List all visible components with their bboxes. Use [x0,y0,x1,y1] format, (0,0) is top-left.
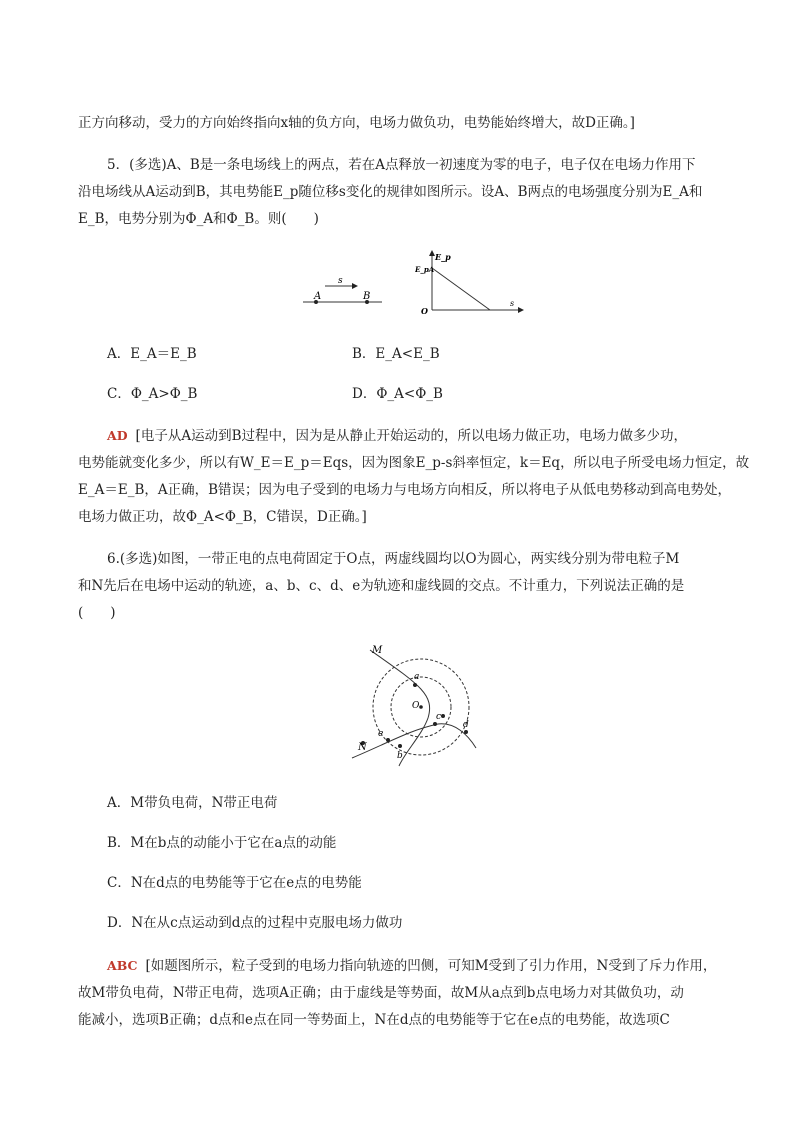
label-d: d [463,720,469,730]
q5-explanation-line-1: AD [电子从A运动到B过程中，因为是从静止开始运动的，所以电场力做正功，电场力做多少功， [107,428,687,444]
label-s: s [338,276,343,286]
label-a: a [414,672,420,682]
q6-answer: ABC [107,958,138,973]
q6-stem-line-2: 和N先后在电场中运动的轨迹，a、b、c、d、e为轨迹和虚线圆的交点。不计重力，下列说法正确的是 [78,578,685,594]
continued-text-line: 正方向移动，受力的方向始终指向x轴的负方向，电场力做负功，电势能始终增大，故D正确。] [78,115,635,131]
label-N: N [358,742,367,753]
q5-answer: AD [107,428,128,443]
origin-label: O [421,306,428,316]
q5-stem-line-3: E_B，电势分别为Φ_A和Φ_B。则( ) [78,211,319,227]
axis-label-s: s [510,299,515,308]
q6-option-a[interactable]: A．M带负电荷，N带正电荷 [107,795,278,811]
q6-explanation-line-2: 故M带负电荷，N带正电荷，选项A正确；由于虚线是等势面，故M从a点到b点电场力对其做负功，动 [78,985,684,1001]
label-B: B [363,291,371,302]
q6-trajectory-figure [350,640,480,770]
q5-explanation-line-3: E_A＝E_B，A正确，B错误；因为电子受到的电场力与电场方向相反，所以将电子从低电势移动到高电势处， [78,482,732,498]
q6-option-b[interactable]: B．M在b点的动能小于它在a点的动能 [107,835,337,851]
q5-field-line-figure [300,272,390,312]
q6-stem-line-3: ( ) [78,605,116,621]
q5-option-a[interactable]: A．E_A＝E_B [107,346,197,362]
label-e: e [378,729,384,739]
q5-explanation-line-4: 电场力做正功，故Φ_A<Φ_B，C错误，D正确。] [78,509,367,525]
q5-energy-graph [415,248,525,318]
axis-label-Ep: E_p [435,252,451,262]
label-M: M [372,645,383,656]
q6-option-d[interactable]: D．N在从c点运动到d点的过程中克服电场力做功 [107,915,403,931]
q5-option-d[interactable]: D．Φ_A<Φ_B [352,386,443,402]
label-c: c [436,712,442,722]
q5-option-b[interactable]: B．E_A<E_B [352,346,440,362]
q6-option-c[interactable]: C．N在d点的电势能等于它在e点的电势能 [107,875,362,891]
label-EpA: E_pA [415,265,435,274]
label-O: O [412,701,420,711]
q5-stem-line-1: 5．(多选)A、B是一条电场线上的两点，若在A点释放一初速度为零的电子，电子仅在电场力作用下 [107,157,696,173]
q5-explanation-line-2: 电势能就变化多少，所以有W_E＝E_p＝Eqs，因为图象E_p-s斜率恒定，k＝Eq，所以电子所受电场力恒定，故 [78,455,750,471]
label-A: A [314,291,322,302]
q6-stem-line-1: 6.(多选)如图，一带正电的点电荷固定于O点，两虚线圆均以O为圆心，两实线分别为带电粒子M [107,551,680,567]
q6-explanation-line-1: ABC [如题图所示，粒子受到的电场力指向轨迹的凹侧，可知M受到了引力作用，N受到了斥力作用， [107,958,717,974]
q5-stem-line-2: 沿电场线从A运动到B，其电势能E_p随位移s变化的规律如图所示。设A、B两点的电场强度分别为E_A和 [78,184,703,200]
label-b: b [397,751,403,761]
q6-explanation-line-3: 能减小，选项B正确；d点和e点在同一等势面上，N在d点的电势能等于它在e点的电势能，故选项C [78,1012,670,1028]
q5-option-c[interactable]: C．Φ_A>Φ_B [107,386,198,402]
